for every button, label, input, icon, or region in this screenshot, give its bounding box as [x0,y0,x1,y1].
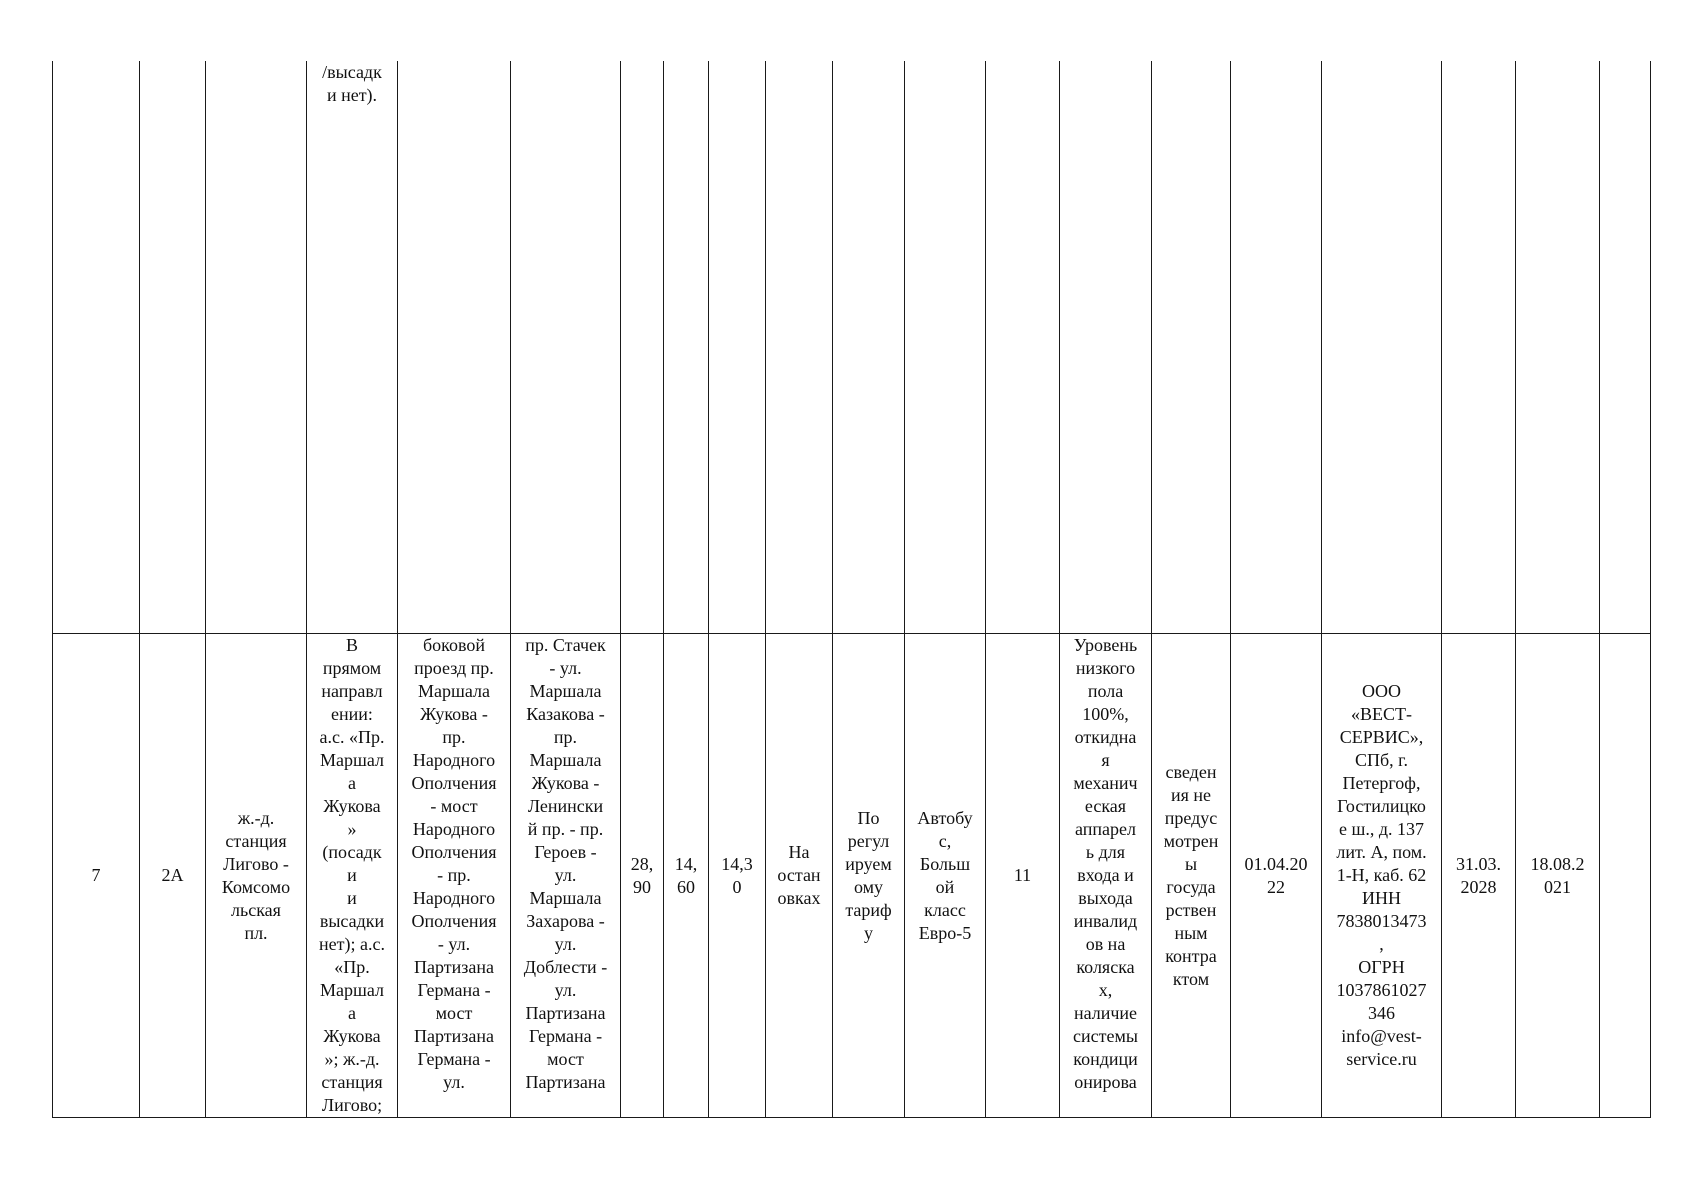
cell-no: 7 [53,634,140,1118]
cell-length-backward [709,61,766,634]
cell-streets-forward: боковой проезд пр. Маршала Жукова - пр. Народного Ополчения - мост Народного Ополчения - пр. Народного Ополчения - ул. Партизана Германа - мост Партизана Германа - ул. [398,634,511,1118]
cell-route-name [206,61,307,634]
cell-streets-forward [398,61,511,634]
route-register-table [52,61,1651,1118]
cell-streets-backward: пр. Стачек - ул. Маршала Казакова - пр. Маршала Жукова - Ленински й пр. - пр. Героев - ул. Маршала Захарова - ул. Доблести - ул. Партизана Германа - мост Партизана [511,634,621,1118]
cell-start-date: 01.04.20 22 [1231,634,1322,1118]
cell-length-total: 28, 90 [621,634,664,1118]
cell-length-backward: 14,3 0 [709,634,766,1118]
cell-start-date [1231,61,1322,634]
cell-stop-order [766,61,833,634]
cell-tariff: По регул ируем ому тариф у [833,634,905,1118]
cell-length-forward: 14, 60 [664,634,709,1118]
cell-streets-backward [511,61,621,634]
cell-reg-date [1516,61,1600,634]
cell-extra [1600,634,1651,1118]
cell-features [1060,61,1152,634]
table-row-route-7 [53,634,1651,1118]
cell-vehicle-count [986,61,1060,634]
cell-vehicle-count: 11 [986,634,1060,1118]
cell-route-number [140,61,206,634]
cell-route-name: ж.-д. станция Лигово - Комсомо льская пл. [206,634,307,1118]
cell-stop-order: На остан овках [766,634,833,1118]
cell-vehicle [905,61,986,634]
cell-features: Уровень низкого пола 100%, откидна я механич еская аппарел ь для входа и выхода инвалид ов на коляска х, наличие системы кондици онирова [1060,634,1152,1118]
cell-vehicle: Автобу с, Больш ой класс Евро-5 [905,634,986,1118]
cell-carrier: ООО «ВЕСТ- СЕРВИС», СПб, г. Петергоф, Гостилицко е ш., д. 137 лит. А, пом. 1-Н, каб. 62 ИНН 7838013473 , ОГРН 1037861027 346 info@vest- service.ru [1322,634,1442,1118]
cell-stops: /высадк и нет). [307,61,398,634]
cell-tariff [833,61,905,634]
cell-no [53,61,140,634]
cell-contract-info [1152,61,1231,634]
cell-route-number: 2А [140,634,206,1118]
cell-stops: В прямом направл ении: а.с. «Пр. Маршал а Жукова » (посадк и и высадки нет); а.с. «Пр. Маршал а Жукова »; ж.-д. станция Лигово; [307,634,398,1118]
cell-contract-info: сведен ия не предус мотрен ы госуда рствен ным контра ктом [1152,634,1231,1118]
cell-extra [1600,61,1651,634]
cell-length-total [621,61,664,634]
cell-length-forward [664,61,709,634]
cell-end-date: 31.03. 2028 [1442,634,1516,1118]
cell-end-date [1442,61,1516,634]
cell-carrier [1322,61,1442,634]
table-row-continued [53,61,1651,634]
cell-reg-date: 18.08.2 021 [1516,634,1600,1118]
